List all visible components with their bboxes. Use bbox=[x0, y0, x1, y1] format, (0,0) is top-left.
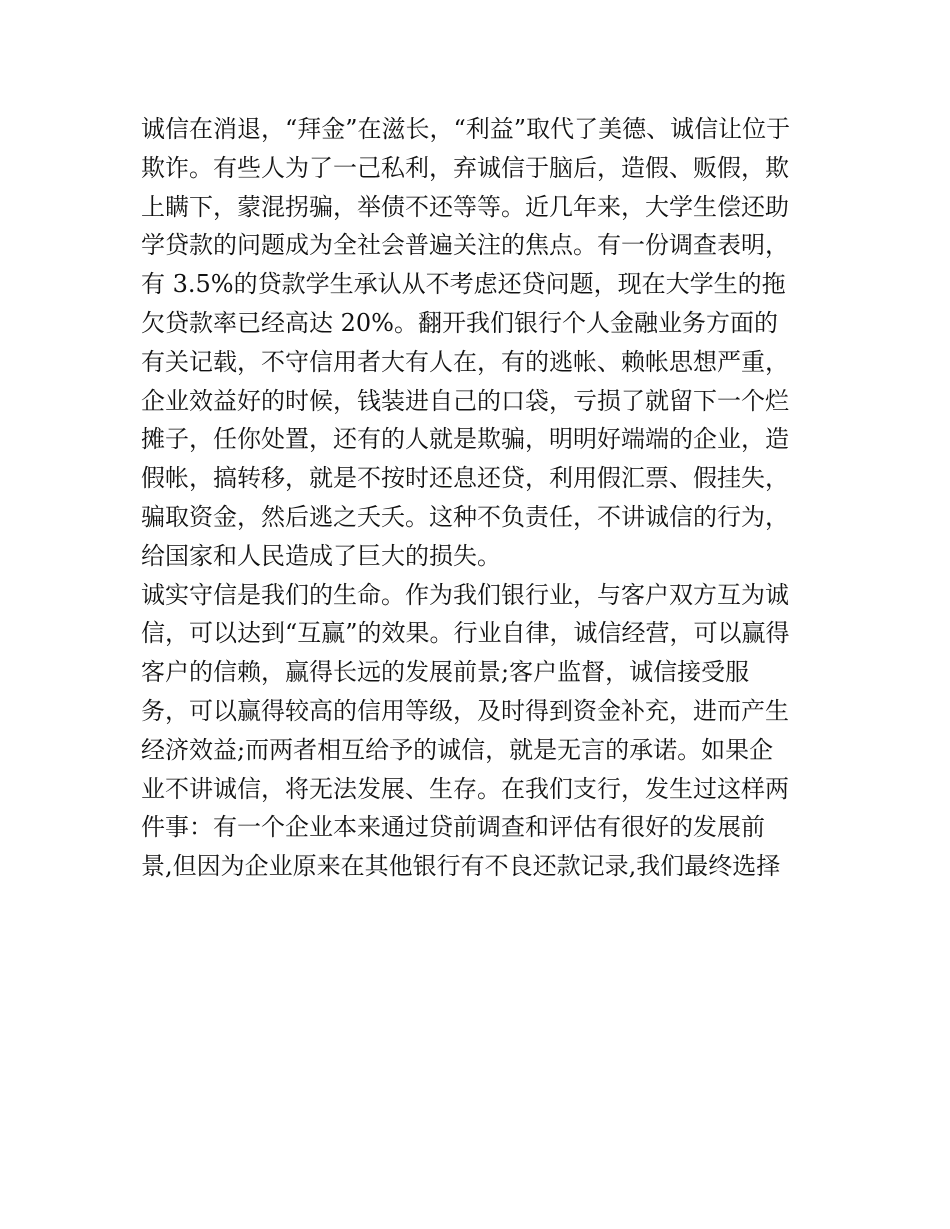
text-line: 景,但因为企业原来在其他银行有不良还款记录,我们最终选择 bbox=[141, 852, 781, 881]
text-line: 有关记载，不守信用者大有人在，有的逃帐、赖帐思想严重， bbox=[141, 347, 789, 376]
text-line: 客户的信赖，赢得长远的发展前景;客户监督，诚信接受服 bbox=[141, 658, 750, 687]
text-line: 给国家和人民造成了巨大的损失。 bbox=[141, 541, 501, 570]
document-body-text bbox=[141, 110, 821, 886]
text-line: 诚实守信是我们的生命。作为我们银行业，与客户双方互为诚 bbox=[141, 580, 789, 609]
text-line: 件事：有一个企业本来通过贷前调查和评估有很好的发展前 bbox=[141, 813, 765, 842]
text-line: 上瞒下，蒙混拐骗，举债不还等等。近几年来，大学生偿还助 bbox=[141, 192, 789, 221]
text-line: 假帐，搞转移，就是不按时还息还贷，利用假汇票、假挂失， bbox=[141, 464, 789, 493]
text-line: 摊子，任你处置，还有的人就是欺骗，明明好端端的企业，造 bbox=[141, 425, 789, 454]
text-line: 诚信在消退，“拜金”在滋长，“利益”取代了美德、诚信让位于 bbox=[141, 115, 791, 143]
text-line: 骗取资金，然后逃之夭夭。这种不负责任，不讲诚信的行为， bbox=[141, 502, 789, 531]
text-line: 有 3.5%的贷款学生承认从不考虑还贷问题，现在大学生的拖 bbox=[141, 270, 786, 299]
text-line: 业不讲诚信，将无法发展、生存。在我们支行，发生过这样两 bbox=[141, 774, 789, 803]
text-line: 信，可以达到“互赢”的效果。行业自律，诚信经营，可以赢得 bbox=[141, 619, 790, 648]
text-line: 学贷款的问题成为全社会普遍关注的焦点。有一份调查表明， bbox=[141, 231, 789, 260]
text-line: 欠贷款率已经高达 20%。翻开我们银行个人金融业务方面的 bbox=[141, 308, 778, 337]
text-line: 企业效益好的时候，钱装进自己的口袋，亏损了就留下一个烂 bbox=[141, 386, 789, 415]
text-line: 务，可以赢得较高的信用等级，及时得到资金补充，进而产生 bbox=[141, 696, 789, 725]
text-line: 经济效益;而两者相互给予的诚信，就是无言的承诺。如果企 bbox=[141, 735, 774, 764]
text-line: 欺诈。有些人为了一己私利，弃诚信于脑后，造假、贩假，欺 bbox=[141, 153, 789, 182]
